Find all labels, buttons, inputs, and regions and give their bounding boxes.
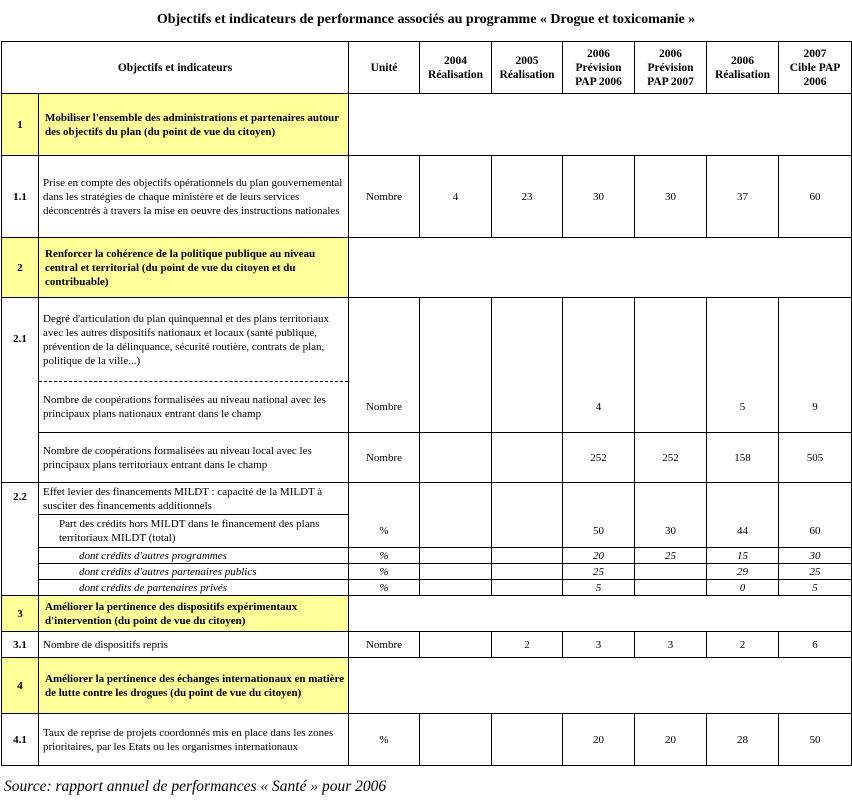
value-2006-prev-2006: 50: [563, 515, 635, 548]
value-2006-prev-2006: 25: [563, 564, 635, 580]
header-row: [2, 42, 852, 94]
objective-text: Renforcer la cohérence de la politique publique au niveau central et territorial (du point de vue du citoyen et du contribuable): [39, 238, 349, 298]
value-2005: [492, 580, 563, 596]
value-2005: 2: [492, 632, 563, 658]
indicator-number: 2.1: [2, 298, 39, 483]
value-2007-cible: 60: [779, 156, 852, 238]
objective-number: 2: [2, 238, 39, 298]
value-2005: [492, 382, 563, 433]
unit-cell: Nombre: [349, 632, 420, 658]
unit-cell: Nombre: [349, 433, 420, 483]
objective-text: Améliorer la pertinence des dispositifs expérimentaux d'intervention (du point de vue du citoyen): [39, 596, 349, 632]
value-2006-prev-2007: 20: [635, 714, 707, 766]
value-2006-prev-2006: 20: [563, 548, 635, 564]
unit-cell: Nombre: [349, 156, 420, 238]
value-2005: [492, 564, 563, 580]
value-2006-real: 44: [707, 515, 779, 548]
value-2007-cible: 25: [779, 564, 852, 580]
unit-cell: %: [349, 548, 420, 564]
value-2007-cible: 505: [779, 433, 852, 483]
value-2006-prev-2007: [635, 382, 707, 433]
header-2006-real: 2006 Réalisation: [707, 42, 779, 94]
indicator-sub-row: [2, 564, 852, 580]
indicator-number: 1.1: [2, 156, 39, 238]
indicator-row: [2, 714, 852, 766]
value-2004: [420, 632, 492, 658]
header-2006-prev-2006: 2006 Prévision PAP 2006: [563, 42, 635, 94]
value-2007-cible: 30: [779, 548, 852, 564]
value-2004: [420, 548, 492, 564]
indicator-row: [2, 483, 852, 515]
value-2006-prev-2007: [635, 564, 707, 580]
objective-text: Améliorer la pertinence des échanges internationaux en matière de lutte contre les drogues (du point de vue du citoyen): [39, 658, 349, 714]
performance-table: [1, 41, 852, 766]
value-2004: [420, 382, 492, 433]
value-2005: [492, 433, 563, 483]
indicator-row: [2, 632, 852, 658]
indicator-text: dont crédits d'autres partenaires publics: [39, 564, 349, 580]
value-2006-real: 2: [707, 632, 779, 658]
header-2004: 2004 Réalisation: [420, 42, 492, 94]
indicator-number: 2.2: [2, 483, 39, 596]
indicator-row: [2, 156, 852, 238]
value-2006-prev-2006: 30: [563, 156, 635, 238]
source-note: Source: rapport annuel de performances « Santé » pour 2006: [4, 778, 387, 795]
indicator-text: dont crédits de partenaires privés: [39, 580, 349, 596]
objective-row: [2, 238, 852, 298]
value-2004: [420, 714, 492, 766]
indicator-number: 3.1: [2, 632, 39, 658]
indicator-text: Degré d'articulation du plan quinquennal et des plans territoriaux avec les autres dispositifs nationaux et locaux (santé publique, prévention de la délinquance, sécurité routière, contrats de plan, politique de la ville...): [39, 298, 349, 382]
value-2007-cible: 50: [779, 714, 852, 766]
value-2004: [420, 433, 492, 483]
unit-cell: %: [349, 564, 420, 580]
value-2007-cible: 9: [779, 382, 852, 433]
value-2006-real: 158: [707, 433, 779, 483]
value-2004: [420, 564, 492, 580]
value-2005: 23: [492, 156, 563, 238]
unit-cell: %: [349, 580, 420, 596]
value-2006-real: 5: [707, 382, 779, 433]
indicator-text: Nombre de coopérations formalisées au niveau local avec les principaux plans territoriaux entrant dans le champ: [39, 433, 349, 483]
indicator-text: Nombre de coopérations formalisées au niveau national avec les principaux plans nationaux entrant dans le champ: [39, 382, 349, 433]
indicator-sub-row: [2, 515, 852, 548]
value-2006-real: 28: [707, 714, 779, 766]
value-2006-real: 29: [707, 564, 779, 580]
objective-text: Mobiliser l'ensemble des administrations et partenaires autour des objectifs du plan (du point de vue du citoyen): [39, 94, 349, 156]
value-2006-real: 15: [707, 548, 779, 564]
value-2004: 4: [420, 156, 492, 238]
indicator-text: Effet levier des financements MILDT : capacité de la MILDT à susciter des financements additionnels: [39, 483, 349, 515]
value-2006-prev-2007: 252: [635, 433, 707, 483]
table-title: Objectifs et indicateurs de performance associés au programme « Drogue et toxicomanie »: [156, 12, 696, 27]
unit-cell: %: [349, 714, 420, 766]
header-2006-prev-2007: 2006 Prévision PAP 2007: [635, 42, 707, 94]
indicator-text: Part des crédits hors MILDT dans le financement des plans territoriaux MILDT (total): [39, 515, 349, 548]
value-2006-prev-2007: 25: [635, 548, 707, 564]
unit-cell: %: [349, 515, 420, 548]
value-2006-prev-2006: 5: [563, 580, 635, 596]
value-2006-prev-2006: 20: [563, 714, 635, 766]
objective-row: [2, 658, 852, 714]
unit-cell: Nombre: [349, 382, 420, 433]
indicator-number: 4.1: [2, 714, 39, 766]
value-2006-prev-2007: 3: [635, 632, 707, 658]
value-2006-prev-2007: 30: [635, 156, 707, 238]
value-2004: [420, 580, 492, 596]
indicator-sub-row: [2, 548, 852, 564]
header-2007-cible: 2007 Cible PAP 2006: [779, 42, 852, 94]
value-2006-real: 37: [707, 156, 779, 238]
indicator-text: dont crédits d'autres programmes: [39, 548, 349, 564]
objective-number: 3: [2, 596, 39, 632]
value-2004: [420, 515, 492, 548]
header-unite: Unité: [349, 42, 420, 94]
value-2005: [492, 515, 563, 548]
indicator-text: Prise en compte des objectifs opérationnels du plan gouvernemental dans les stratégies de chaque ministère et de leurs services déconcentrés à travers la mise en oeuvre des instructions nationales: [39, 156, 349, 238]
objective-number: 4: [2, 658, 39, 714]
value-2006-prev-2006: 252: [563, 433, 635, 483]
indicator-sub-row: [2, 433, 852, 483]
value-2005: [492, 714, 563, 766]
indicator-text: Taux de reprise de projets coordonnés mis en place dans les zones prioritaires, par les Etats ou les organismes internationaux: [39, 714, 349, 766]
objective-row: [2, 94, 852, 156]
objective-number: 1: [2, 94, 39, 156]
indicator-row: [2, 298, 852, 382]
header-2005: 2005 Réalisation: [492, 42, 563, 94]
indicator-text: Nombre de dispositifs repris: [39, 632, 349, 658]
value-2007-cible: 60: [779, 515, 852, 548]
value-2007-cible: 5: [779, 580, 852, 596]
value-2006-prev-2006: 4: [563, 382, 635, 433]
indicator-sub-row: [2, 382, 852, 433]
value-2005: [492, 548, 563, 564]
value-2006-real: 0: [707, 580, 779, 596]
value-2006-prev-2007: 30: [635, 515, 707, 548]
indicator-sub-row: [2, 580, 852, 596]
value-2006-prev-2006: 3: [563, 632, 635, 658]
value-2007-cible: 6: [779, 632, 852, 658]
value-2006-prev-2007: [635, 580, 707, 596]
objective-row: [2, 596, 852, 632]
header-objectifs: Objectifs et indicateurs: [2, 42, 349, 94]
